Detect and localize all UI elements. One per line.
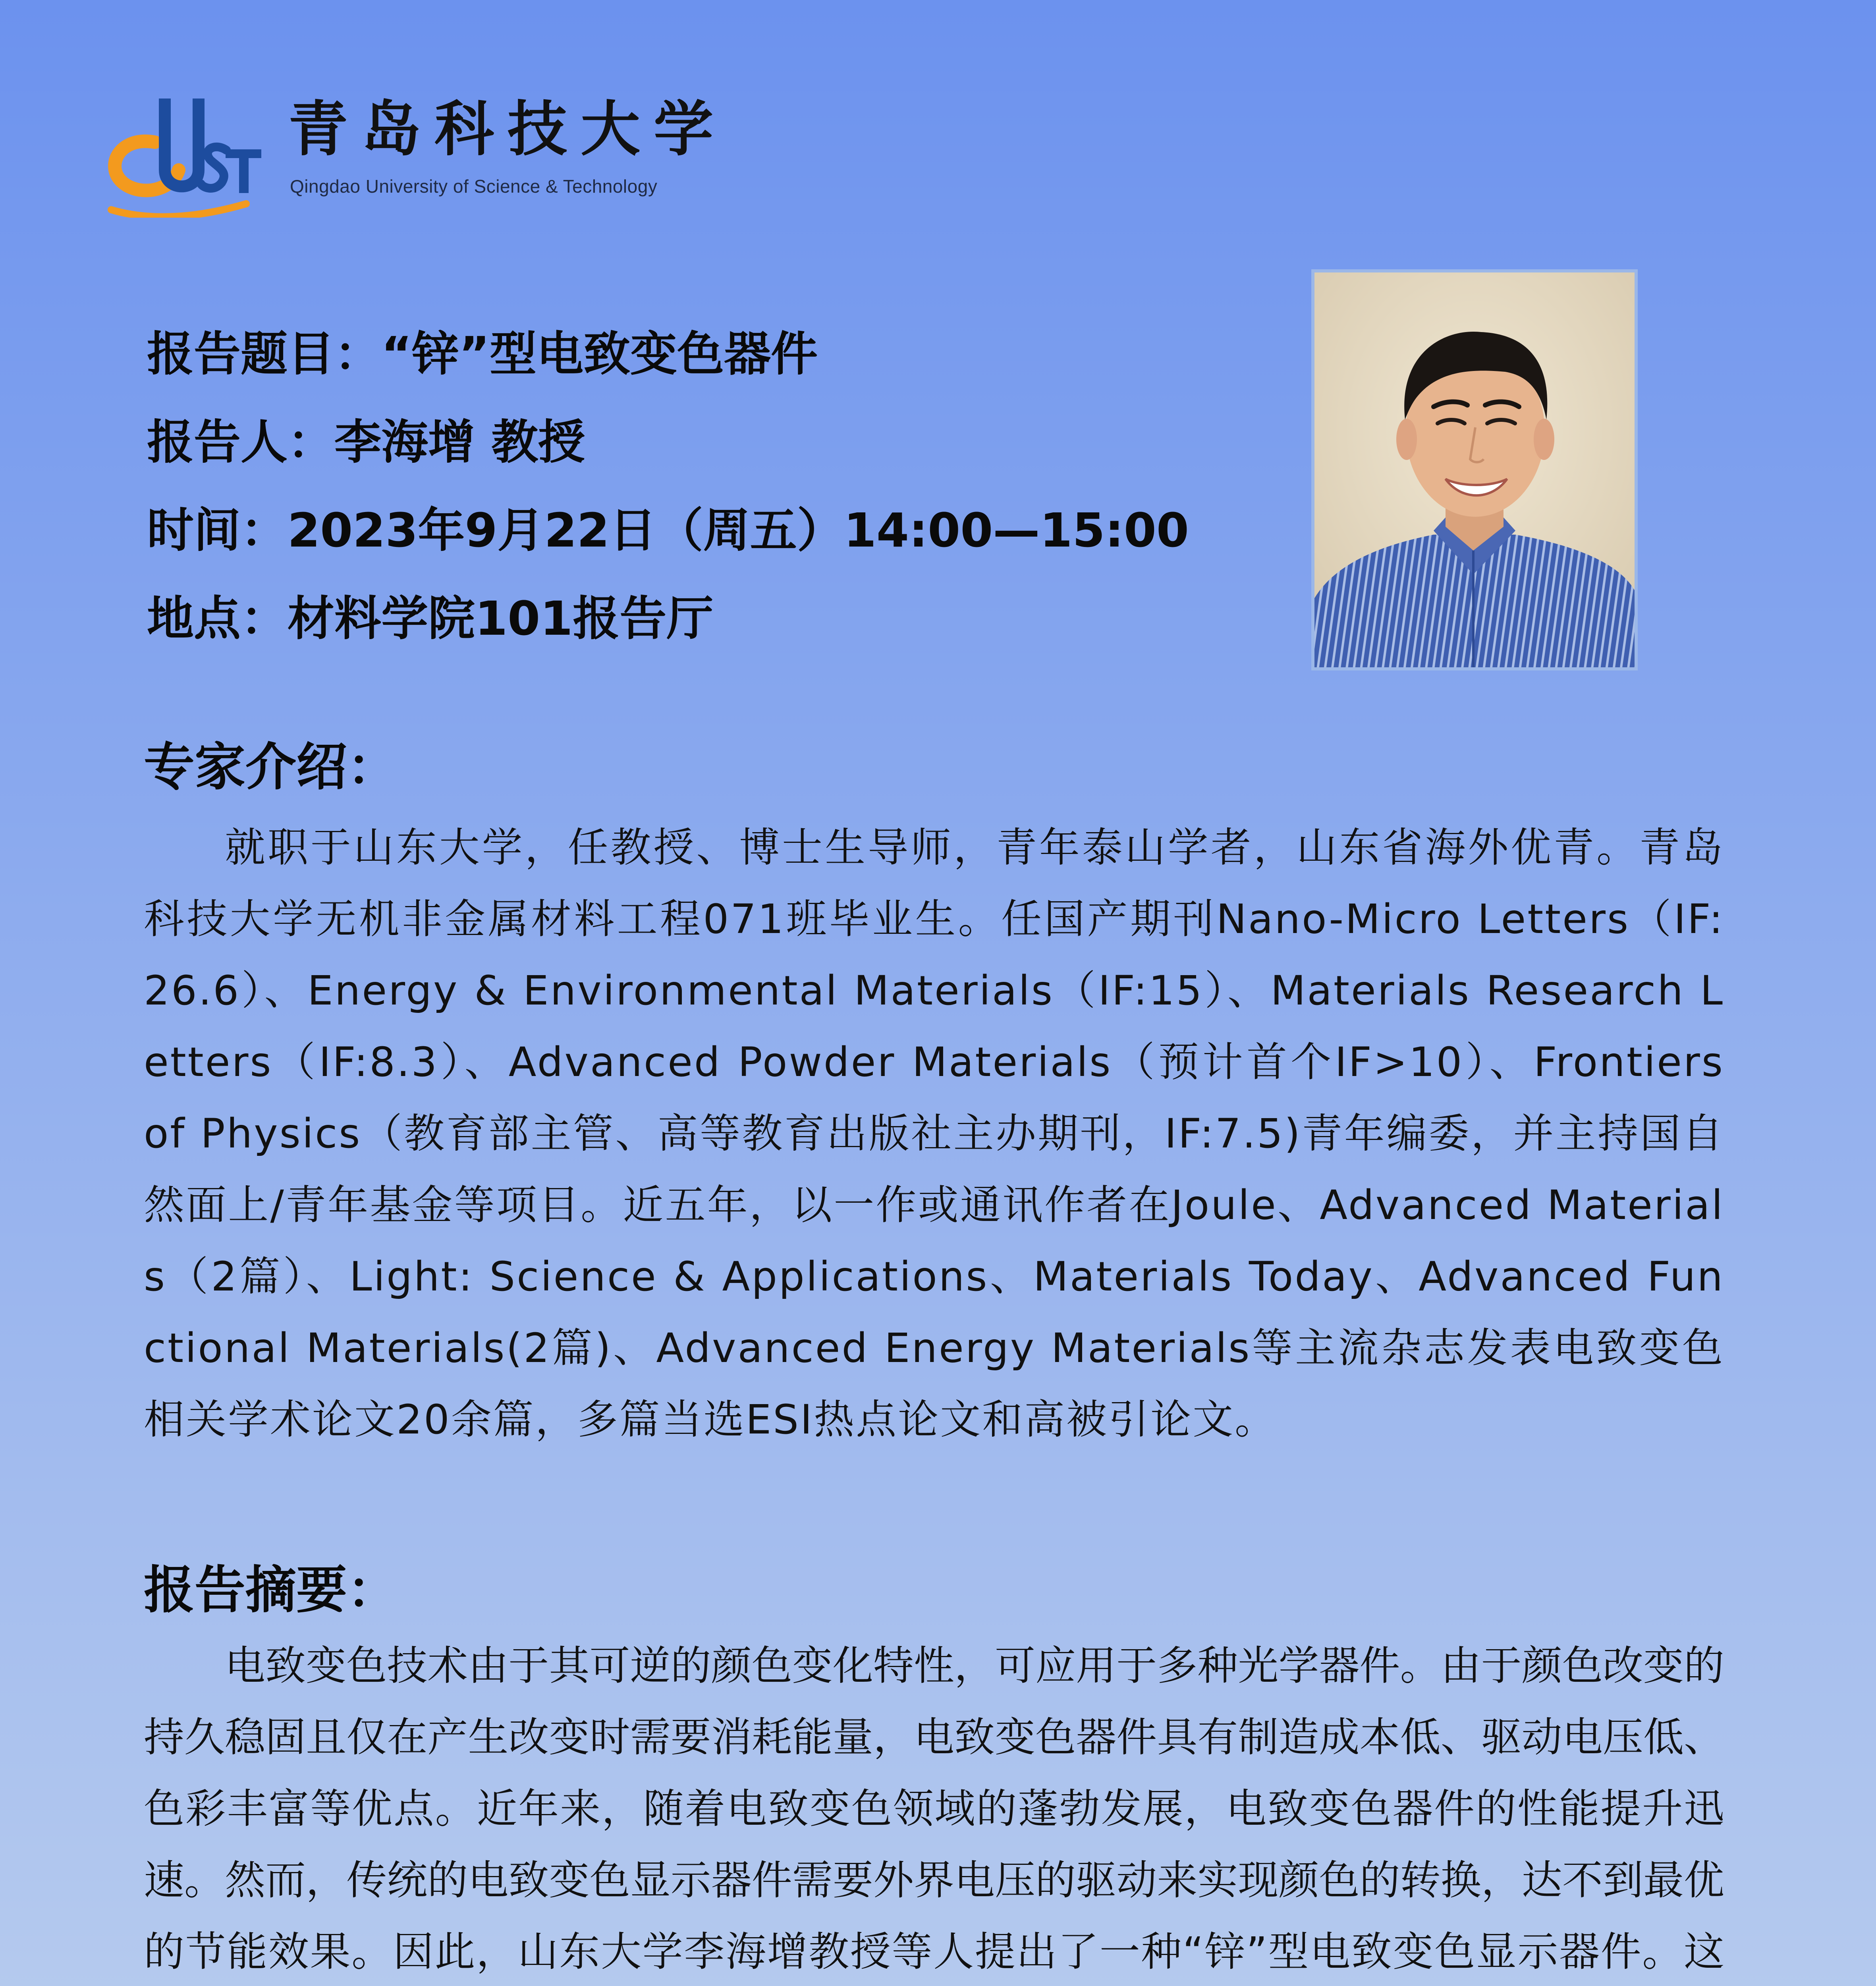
talk-speaker: 报告人：李海增 教授 (147, 415, 585, 469)
speaker-photo (1311, 269, 1638, 670)
talk-place: 地点：材料学院101报告厅 (147, 591, 714, 646)
qust-logo-icon (95, 91, 262, 218)
talk-time: 时间：2023年9月22日（周五）14:00—15:00 (147, 503, 1189, 558)
university-logo (95, 91, 262, 218)
talk-title: 报告题目：“锌”型电致变色器件 (147, 326, 818, 381)
expert-heading: 专家介绍： (144, 738, 398, 797)
university-name-en: Qingdao University of Science & Technology (290, 176, 658, 197)
abstract-text: 电致变色技术由于其可逆的颜色变化特性，可应用于多种光学器件。由于颜色改变的持久稳固且仅在产生改变时需要消耗能量，电致变色器件具有制造成本低、驱动电压低、色彩丰富等优点。近年来，随着电致变色领域的蓬勃发展，电致变色器件的性能提升迅速。然而，传统的电致变色显示器件需要外界电压的驱动来实现颜色的转换，达不到最优的节能效果。因此，山东大学李海增教授等人提出了一种“锌”型电致变色显示器件。这 (144, 1642, 1724, 1976)
talk-info (147, 310, 1279, 663)
speaker-portrait-icon (1314, 272, 1635, 667)
university-name-cn: 青岛科技大学 (288, 94, 727, 164)
abstract-heading: 报告摘要： (144, 1561, 398, 1620)
expert-bio: 就职于山东大学，任教授、博士生导师，青年泰山学者，山东省海外优青。青岛科技大学无机非金属材料工程071班毕业生。任国产期刊Nano-Micro Letters（IF:26.6）、Energy & Environmental Materials（IF:15）、Materials Research Letters（IF:8.3）、Advanced Powder Materials（预计首个IF>10）、Frontiers of Physics（教育部主管、高等教育出版社主办期刊，IF:7.5)青年编委，并主持国自然面上/青年基金等项目。近五年，以一作或通讯作者在Joule、Advanced Materials（2篇）、Light: Science & Applications、Materials Today、Advanced Functional Materials(2篇)、Advanced Energy Materials等主流杂志发表电致变色相关学术论文20余篇，多篇当选ESI热点论文和高被引论文。 (144, 824, 1724, 1443)
